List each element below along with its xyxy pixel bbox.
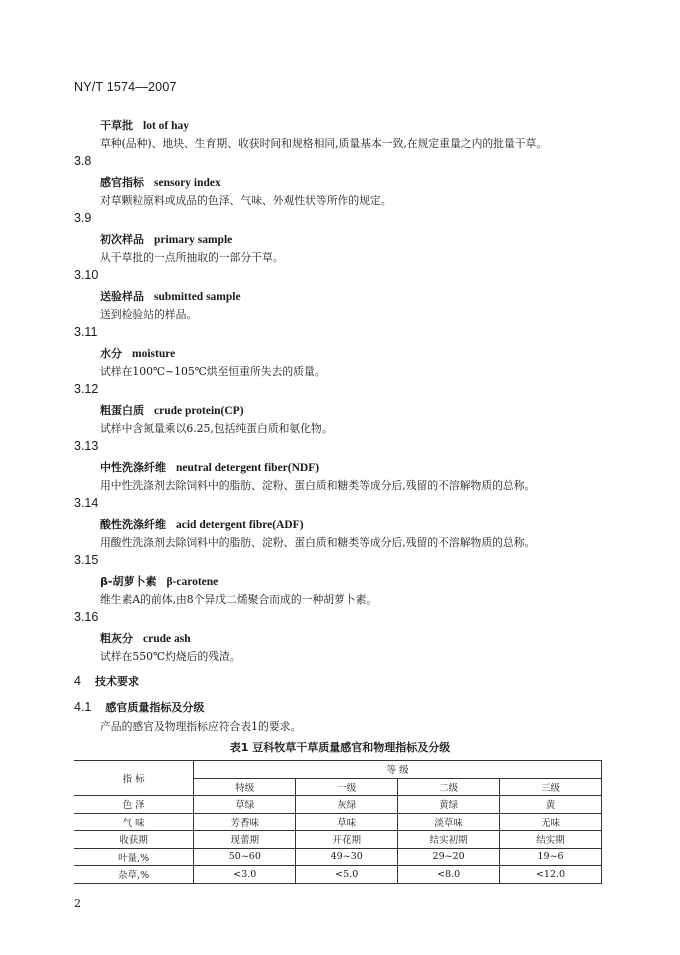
definition-primary-sample: 从干草批的一点所抽取的一部分干草。 [100, 251, 284, 264]
table-cell: 19~6 [500, 848, 602, 866]
term-lot-of-hay [100, 117, 189, 133]
grade-cell: 一级 [296, 778, 398, 796]
term-cn: 感官指标 [100, 176, 144, 189]
definition-adf: 用酸性洗涤剂去除饲料中的脂肪、淀粉、蛋白质和糖类等成分后,残留的不溶解物质的总称。 [100, 536, 536, 549]
section-heading-4 [74, 673, 139, 689]
definition-submitted-sample: 送到检验站的样品。 [100, 308, 198, 321]
term-en: lot of hay [143, 120, 189, 132]
table-row [74, 796, 602, 814]
term-cn: 粗灰分 [100, 632, 133, 645]
term-moisture [100, 345, 175, 361]
page-number: 2 [74, 897, 81, 910]
term-en: primary sample [154, 234, 233, 246]
table-cell: 无味 [500, 813, 602, 831]
term-submitted-sample [100, 288, 241, 304]
row-label: 杂草,% [74, 866, 194, 884]
clause-number: 3.8 [74, 154, 92, 168]
row-label: 色 泽 [74, 796, 194, 814]
definition-ndf: 用中性洗涤剂去除饲料中的脂肪、淀粉、蛋白质和糖类等成分后,残留的不溶解物质的总称。 [100, 479, 536, 492]
clause-number: 3.10 [74, 268, 99, 282]
term-adf [100, 516, 304, 532]
term-beta-carotene [100, 573, 218, 589]
definition-moisture: 试样在100℃~105℃烘至恒重所失去的质量。 [100, 365, 326, 378]
term-crude-ash [100, 630, 191, 646]
table-cell: 49~30 [296, 848, 398, 866]
clause-number: 3.16 [74, 610, 99, 624]
term-en: submitted sample [154, 291, 241, 303]
term-cn: 水分 [100, 347, 122, 360]
row-label: 气 味 [74, 813, 194, 831]
standard-header: NY/T 1574—2007 [74, 80, 177, 94]
term-cn: 初次样品 [100, 233, 144, 246]
table-cell: <8.0 [398, 866, 500, 884]
term-en: crude ash [143, 633, 191, 645]
row-label: 叶量,% [74, 848, 194, 866]
table-cell: 结实期 [500, 831, 602, 849]
section-title: 感官质量指标及分级 [105, 701, 205, 714]
term-en: β-carotene [166, 576, 219, 588]
table-cell: 黄 [500, 796, 602, 814]
table-cell: 50~60 [194, 848, 296, 866]
clause-number: 3.14 [74, 496, 99, 510]
term-cn: 中性洗涤纤维 [100, 461, 166, 474]
table-cell: 草绿 [194, 796, 296, 814]
term-crude-protein [100, 402, 244, 418]
definition-crude-ash: 试样在550℃灼烧后的残渣。 [100, 650, 241, 663]
term-primary-sample [100, 231, 232, 247]
table-cell: 草味 [296, 813, 398, 831]
table-row [74, 813, 602, 831]
term-en: neutral detergent fiber(NDF) [176, 462, 320, 474]
header-grade: 等 级 [194, 761, 602, 779]
table-header-row [74, 761, 602, 779]
definition-sensory-index: 对草颗粒原料或成品的色泽、气味、外观性状等所作的规定。 [100, 194, 392, 207]
term-en: crude protein(CP) [154, 405, 244, 417]
grade-cell: 特级 [194, 778, 296, 796]
definition-beta-carotene: 维生素A的前体,由8个异戊二烯聚合而成的一种胡萝卜素。 [100, 593, 378, 606]
clause-number: 3.15 [74, 553, 99, 567]
clause-number: 3.12 [74, 382, 99, 396]
table-caption: 表1 豆科牧草干草质量感官和物理指标及分级 [229, 741, 451, 754]
row-label: 收获期 [74, 831, 194, 849]
table-cell: 芳香味 [194, 813, 296, 831]
table-cell: <3.0 [194, 866, 296, 884]
clause-number: 3.11 [74, 325, 98, 339]
header-index: 指 标 [74, 761, 194, 796]
clause-number: 3.9 [74, 211, 92, 225]
term-cn: 粗蛋白质 [100, 404, 144, 417]
grade-cell: 三级 [500, 778, 602, 796]
table-cell: 开花期 [296, 831, 398, 849]
section-number: 4 [74, 674, 81, 688]
section-4-1-text: 产品的感官及物理指标应符合表1的要求。 [100, 720, 302, 733]
term-cn: 酸性洗涤纤维 [100, 518, 166, 531]
term-ndf [100, 459, 319, 475]
definition-crude-protein: 试样中含氮量乘以6.25,包括纯蛋白质和氨化物。 [100, 422, 333, 435]
term-en: sensory index [154, 177, 221, 189]
table-cell: 29~20 [398, 848, 500, 866]
table-row [74, 866, 602, 884]
grade-table [74, 760, 602, 884]
term-sensory-index [100, 174, 221, 190]
table-cell: 灰绿 [296, 796, 398, 814]
table-cell: 淡草味 [398, 813, 500, 831]
term-en: moisture [132, 348, 176, 360]
table-cell: 现蕾期 [194, 831, 296, 849]
table-row [74, 831, 602, 849]
grade-cell: 二级 [398, 778, 500, 796]
table-cell: 结实初期 [398, 831, 500, 849]
term-cn: 送验样品 [100, 290, 144, 303]
section-number: 4.1 [74, 700, 92, 714]
definition-lot-of-hay: 草种(品种)、地块、生育期、收获时间和规格相同,质量基本一致,在规定重量之内的批量干草。 [100, 137, 548, 150]
table-row [74, 848, 602, 866]
term-en: acid detergent fibre(ADF) [176, 519, 304, 531]
table-cell: <5.0 [296, 866, 398, 884]
term-cn: 干草批 [100, 119, 133, 132]
section-title: 技术要求 [94, 675, 139, 688]
term-cn: β-胡萝卜素 [100, 575, 157, 588]
table-cell: <12.0 [500, 866, 602, 884]
clause-number: 3.13 [74, 439, 99, 453]
table-cell: 黄绿 [398, 796, 500, 814]
section-heading-4-1 [74, 699, 204, 715]
